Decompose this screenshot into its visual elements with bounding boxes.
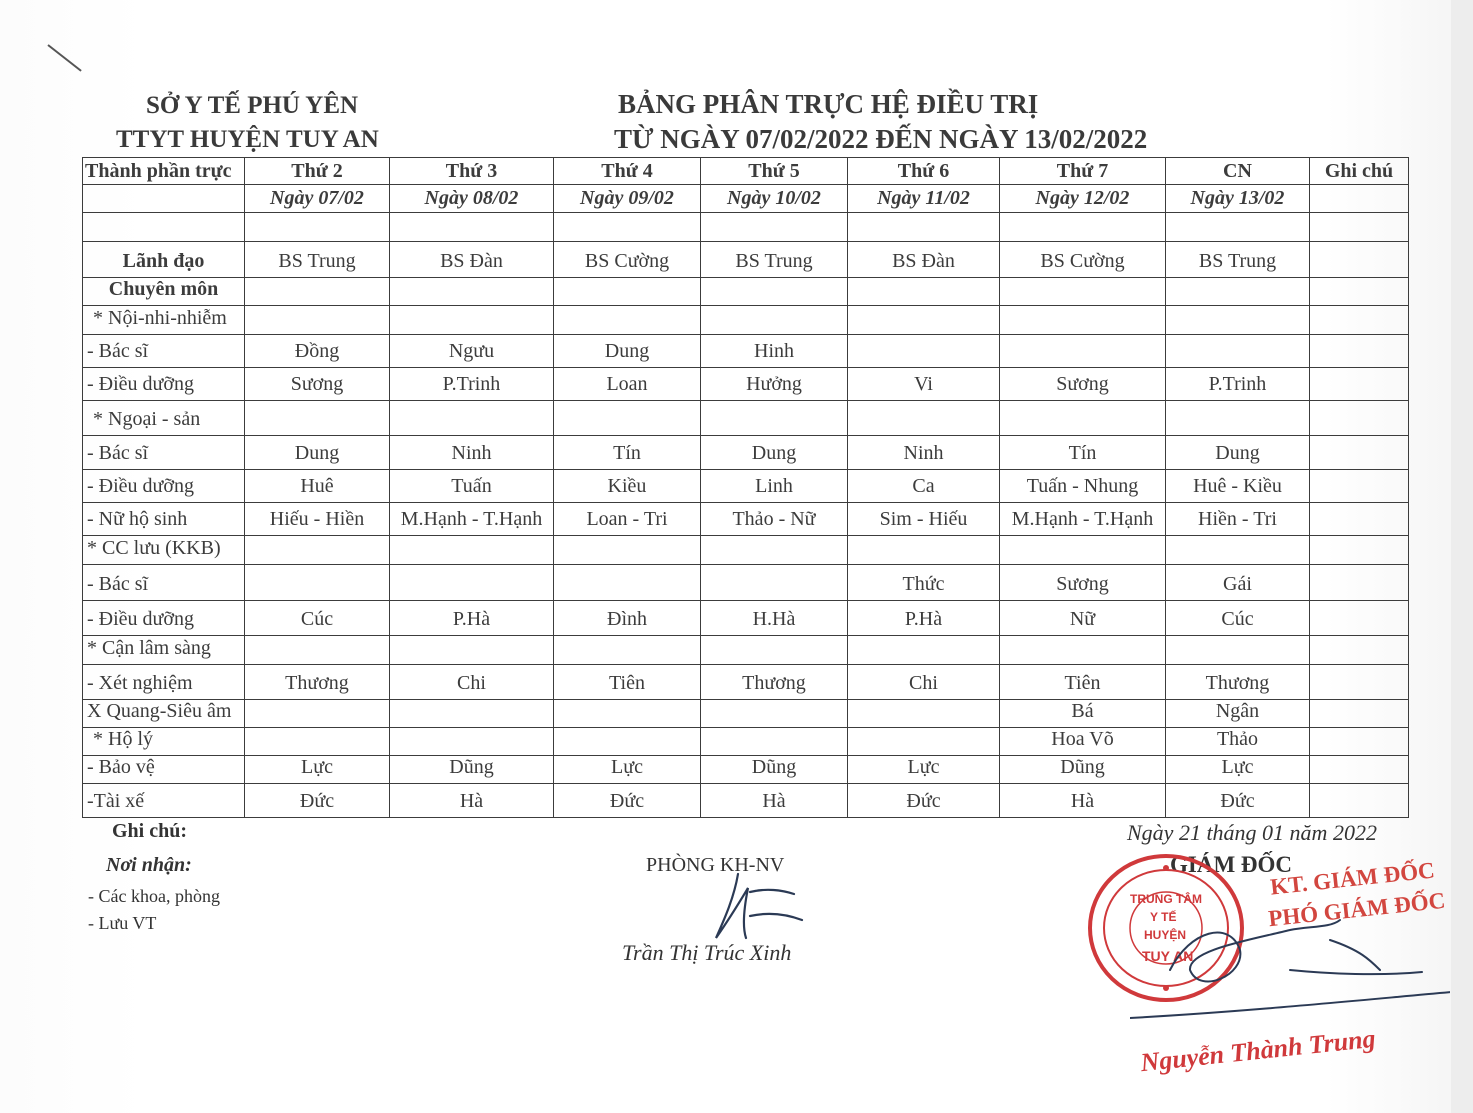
- table-cell: Loan - Tri: [554, 503, 701, 536]
- table-cell: [554, 565, 701, 601]
- table-cell: Tuấn: [390, 470, 554, 503]
- table-row: [83, 728, 1409, 756]
- table-row: [83, 368, 1409, 401]
- deputy-title-line1: KT. GIÁM ĐỐC: [1269, 857, 1436, 900]
- table-cell: BS Đàn: [848, 242, 1000, 278]
- table-cell: [390, 536, 554, 565]
- table-cell: Thảo: [1166, 728, 1310, 756]
- date-header: Ngày 12/02: [1000, 185, 1166, 213]
- notes-cell: [1310, 368, 1409, 401]
- department-signer-name: Trần Thị Trúc Xinh: [622, 940, 792, 965]
- table-cell: [1166, 278, 1310, 306]
- table-cell: [848, 728, 1000, 756]
- table-cell: Tiên: [554, 665, 701, 700]
- table-cell: Đình: [554, 601, 701, 636]
- table-cell: [245, 536, 390, 565]
- notes-cell: [1310, 601, 1409, 636]
- date-header: Ngày 10/02: [701, 185, 848, 213]
- table-cell: Sương: [245, 368, 390, 401]
- scan-edge: [1451, 0, 1473, 1113]
- table-cell: Hinh: [701, 335, 848, 368]
- notes-cell: [1310, 784, 1409, 818]
- notes-cell: [1310, 503, 1409, 536]
- table-cell: Ninh: [390, 436, 554, 470]
- table-cell: [1166, 636, 1310, 665]
- table-row: [83, 536, 1409, 565]
- table-cell: [1000, 636, 1166, 665]
- document-title: BẢNG PHÂN TRỰC HỆ ĐIỀU TRỊ: [618, 89, 1039, 119]
- table-cell: Đức: [848, 784, 1000, 818]
- table-row: [83, 503, 1409, 536]
- table-cell: [554, 700, 701, 728]
- table-cell: Hoa Võ: [1000, 728, 1166, 756]
- table-cell: Hà: [390, 784, 554, 818]
- notes-cell: [1310, 242, 1409, 278]
- date-header: Ngày 09/02: [554, 185, 701, 213]
- table-cell: Ngân: [1166, 700, 1310, 728]
- row-label: - Bác sĩ: [83, 335, 245, 368]
- table-cell: [701, 536, 848, 565]
- day-header: Thứ 3: [390, 158, 554, 185]
- table-cell: Hiền - Tri: [1166, 503, 1310, 536]
- corner-label: Thành phần trực: [83, 158, 245, 185]
- table-cell: Lực: [1166, 756, 1310, 784]
- table-cell: [848, 636, 1000, 665]
- date-header: Ngày 07/02: [245, 185, 390, 213]
- row-label: X Quang-Siêu âm: [83, 700, 245, 728]
- table-row: [83, 756, 1409, 784]
- table-cell: [1000, 401, 1166, 436]
- table-cell: [245, 213, 390, 242]
- date-header: Ngày 13/02: [1166, 185, 1310, 213]
- table-cell: Hà: [1000, 784, 1166, 818]
- table-cell: Hà: [701, 784, 848, 818]
- row-label: Chuyên môn: [83, 278, 245, 306]
- table-row: [83, 306, 1409, 335]
- table-cell: H.Hà: [701, 601, 848, 636]
- notes-blank: [1310, 185, 1409, 213]
- row-label: - Nữ hộ sinh: [83, 503, 245, 536]
- row-label: * Ngoại - sản: [83, 401, 245, 436]
- row-label: - Bác sĩ: [83, 436, 245, 470]
- table-cell: Bá: [1000, 700, 1166, 728]
- notes-cell: [1310, 700, 1409, 728]
- table-cell: [390, 213, 554, 242]
- table-cell: BS Cường: [1000, 242, 1166, 278]
- table-cell: Thảo - Nữ: [701, 503, 848, 536]
- day-header: Thứ 4: [554, 158, 701, 185]
- table-cell: [701, 306, 848, 335]
- table-cell: [701, 213, 848, 242]
- table-cell: [390, 728, 554, 756]
- table-cell: BS Trung: [701, 242, 848, 278]
- signer-name: Nguyễn Thành Trung: [1139, 1023, 1377, 1078]
- table-cell: Dung: [701, 436, 848, 470]
- table-cell: Hiếu - Hiền: [245, 503, 390, 536]
- table-cell: [1000, 536, 1166, 565]
- notes-cell: [1310, 536, 1409, 565]
- table-cell: [848, 700, 1000, 728]
- header-row-days: [83, 158, 1409, 185]
- table-cell: [390, 278, 554, 306]
- table-cell: Đức: [1166, 784, 1310, 818]
- table-cell: BS Trung: [1166, 242, 1310, 278]
- notes-cell: [1310, 470, 1409, 503]
- table-cell: Sương: [1000, 565, 1166, 601]
- table-row: [83, 335, 1409, 368]
- table-cell: [701, 401, 848, 436]
- row-label: Lãnh đạo: [83, 242, 245, 278]
- table-cell: [554, 636, 701, 665]
- table-cell: BS Đàn: [390, 242, 554, 278]
- table-cell: [390, 700, 554, 728]
- table-cell: [245, 728, 390, 756]
- table-cell: [848, 278, 1000, 306]
- day-header: Thứ 6: [848, 158, 1000, 185]
- table-cell: [701, 278, 848, 306]
- notes-cell: [1310, 335, 1409, 368]
- table-cell: [554, 306, 701, 335]
- table-cell: [245, 636, 390, 665]
- header-row-dates: [83, 185, 1409, 213]
- table-cell: P.Trinh: [1166, 368, 1310, 401]
- table-cell: P.Trinh: [390, 368, 554, 401]
- table-cell: [1166, 536, 1310, 565]
- table-cell: Chi: [390, 665, 554, 700]
- seal-text: TUY AN: [1142, 948, 1194, 964]
- table-row: [83, 213, 1409, 242]
- table-cell: Tín: [1000, 436, 1166, 470]
- table-cell: Cúc: [1166, 601, 1310, 636]
- table-cell: [848, 401, 1000, 436]
- table-cell: Thương: [245, 665, 390, 700]
- table-cell: BS Cường: [554, 242, 701, 278]
- table-cell: Nữ: [1000, 601, 1166, 636]
- director-signature: [1130, 900, 1450, 1030]
- table-cell: Loan: [554, 368, 701, 401]
- table-cell: [554, 401, 701, 436]
- table-cell: [701, 636, 848, 665]
- department-signature: [690, 868, 820, 946]
- notes-cell: [1310, 401, 1409, 436]
- corner-blank: [83, 185, 245, 213]
- table-cell: [1000, 213, 1166, 242]
- row-label: * Cận lâm sàng: [83, 636, 245, 665]
- recipients-label: Nơi nhận:: [106, 854, 192, 876]
- table-cell: [245, 401, 390, 436]
- table-cell: [1000, 278, 1166, 306]
- table-cell: Huê: [245, 470, 390, 503]
- table-cell: [554, 278, 701, 306]
- duty-roster-table: [82, 157, 1409, 818]
- day-header: Thứ 7: [1000, 158, 1166, 185]
- table-cell: Linh: [701, 470, 848, 503]
- table-cell: Đồng: [245, 335, 390, 368]
- table-cell: Thức: [848, 565, 1000, 601]
- table-cell: [245, 278, 390, 306]
- notes-cell: [1310, 636, 1409, 665]
- issue-date: Ngày 21 tháng 01 năm 2022: [1127, 820, 1377, 845]
- table-cell: BS Trung: [245, 242, 390, 278]
- table-cell: [245, 306, 390, 335]
- seal-text: Y TẾ: [1150, 910, 1177, 924]
- table-cell: Cúc: [245, 601, 390, 636]
- table-cell: [554, 728, 701, 756]
- table-cell: Ngưu: [390, 335, 554, 368]
- seal-text: HUYỆN: [1144, 928, 1187, 942]
- table-cell: [701, 728, 848, 756]
- table-cell: [1166, 306, 1310, 335]
- row-label: - Điều dưỡng: [83, 601, 245, 636]
- date-header: Ngày 08/02: [390, 185, 554, 213]
- table-row: [83, 278, 1409, 306]
- row-label: - Điều dưỡng: [83, 470, 245, 503]
- table-cell: [1166, 401, 1310, 436]
- table-row: [83, 436, 1409, 470]
- row-label: - Điều dưỡng: [83, 368, 245, 401]
- row-label: * CC lưu (KKB): [83, 536, 245, 565]
- table-cell: Lực: [245, 756, 390, 784]
- table-cell: Thương: [701, 665, 848, 700]
- table-cell: [848, 213, 1000, 242]
- deputy-title-line2: PHÓ GIÁM ĐỐC: [1267, 887, 1447, 932]
- table-cell: [1166, 213, 1310, 242]
- table-cell: [1000, 306, 1166, 335]
- table-cell: [554, 213, 701, 242]
- org-name-line2: TTYT HUYỆN TUY AN: [116, 126, 379, 153]
- table-row: [83, 470, 1409, 503]
- notes-header: Ghi chú: [1310, 158, 1409, 185]
- table-cell: [390, 306, 554, 335]
- day-header: CN: [1166, 158, 1310, 185]
- row-label: - Xét nghiệm: [83, 665, 245, 700]
- table-row: [83, 242, 1409, 278]
- table-cell: Ca: [848, 470, 1000, 503]
- row-label: * Hộ lý: [83, 728, 245, 756]
- notes-cell: [1310, 278, 1409, 306]
- table-cell: [245, 565, 390, 601]
- table-row: [83, 401, 1409, 436]
- table-cell: Thương: [1166, 665, 1310, 700]
- row-label: - Bảo vệ: [83, 756, 245, 784]
- notes-cell: [1310, 728, 1409, 756]
- table-cell: [848, 335, 1000, 368]
- document-date-range: TỪ NGÀY 07/02/2022 ĐẾN NGÀY 13/02/2022: [614, 124, 1148, 154]
- row-label: - Bác sĩ: [83, 565, 245, 601]
- table-cell: Hưởng: [701, 368, 848, 401]
- table-cell: Dung: [1166, 436, 1310, 470]
- table-row: [83, 665, 1409, 700]
- org-name-line1: SỞ Y TẾ PHÚ YÊN: [146, 92, 359, 119]
- table-cell: Dung: [245, 436, 390, 470]
- department-title: PHÒNG KH-NV: [646, 854, 785, 876]
- table-cell: [390, 636, 554, 665]
- table-cell: Kiều: [554, 470, 701, 503]
- table-cell: Đức: [245, 784, 390, 818]
- notes-label: Ghi chú:: [112, 820, 188, 842]
- day-header: Thứ 2: [245, 158, 390, 185]
- table-cell: Gái: [1166, 565, 1310, 601]
- table-cell: M.Hạnh - T.Hạnh: [1000, 503, 1166, 536]
- row-label: -Tài xế: [83, 784, 245, 818]
- table-cell: Sim - Hiếu: [848, 503, 1000, 536]
- table-cell: Dũng: [701, 756, 848, 784]
- table-cell: P.Hà: [390, 601, 554, 636]
- table-cell: Tín: [554, 436, 701, 470]
- table-cell: Đức: [554, 784, 701, 818]
- table-cell: Chi: [848, 665, 1000, 700]
- table-cell: [701, 700, 848, 728]
- table-cell: [1000, 335, 1166, 368]
- row-label: [83, 213, 245, 242]
- seal-text: TRUNG TÂM: [1130, 892, 1202, 906]
- notes-cell: [1310, 665, 1409, 700]
- table-cell: [390, 401, 554, 436]
- table-cell: Huê - Kiều: [1166, 470, 1310, 503]
- table-row: [83, 601, 1409, 636]
- notes-cell: [1310, 436, 1409, 470]
- table-row: [83, 565, 1409, 601]
- notes-cell: [1310, 565, 1409, 601]
- table-cell: Tiên: [1000, 665, 1166, 700]
- row-label: * Nội-nhi-nhiễm: [83, 306, 245, 335]
- notes-cell: [1310, 306, 1409, 335]
- table-cell: Dũng: [390, 756, 554, 784]
- date-header: Ngày 11/02: [848, 185, 1000, 213]
- table-cell: Tuấn - Nhung: [1000, 470, 1166, 503]
- table-cell: Ninh: [848, 436, 1000, 470]
- table-cell: Vi: [848, 368, 1000, 401]
- table-cell: Lực: [554, 756, 701, 784]
- day-header: Thứ 5: [701, 158, 848, 185]
- table-cell: [554, 536, 701, 565]
- table-cell: Lực: [848, 756, 1000, 784]
- director-title: GIÁM ĐỐC: [1170, 852, 1293, 877]
- table-row: [83, 636, 1409, 665]
- table-cell: P.Hà: [848, 601, 1000, 636]
- table-cell: Sương: [1000, 368, 1166, 401]
- table-row: [83, 784, 1409, 818]
- notes-cell: [1310, 756, 1409, 784]
- table-cell: [848, 536, 1000, 565]
- table-cell: [1166, 335, 1310, 368]
- notes-cell: [1310, 213, 1409, 242]
- table-row: [83, 700, 1409, 728]
- table-cell: M.Hạnh - T.Hạnh: [390, 503, 554, 536]
- recipient-item: - Các khoa, phòng: [88, 886, 220, 906]
- table-cell: [245, 700, 390, 728]
- table-cell: [390, 565, 554, 601]
- recipient-item: - Lưu VT: [88, 913, 157, 933]
- table-cell: [848, 306, 1000, 335]
- table-cell: Dung: [554, 335, 701, 368]
- table-cell: Dũng: [1000, 756, 1166, 784]
- table-cell: [701, 565, 848, 601]
